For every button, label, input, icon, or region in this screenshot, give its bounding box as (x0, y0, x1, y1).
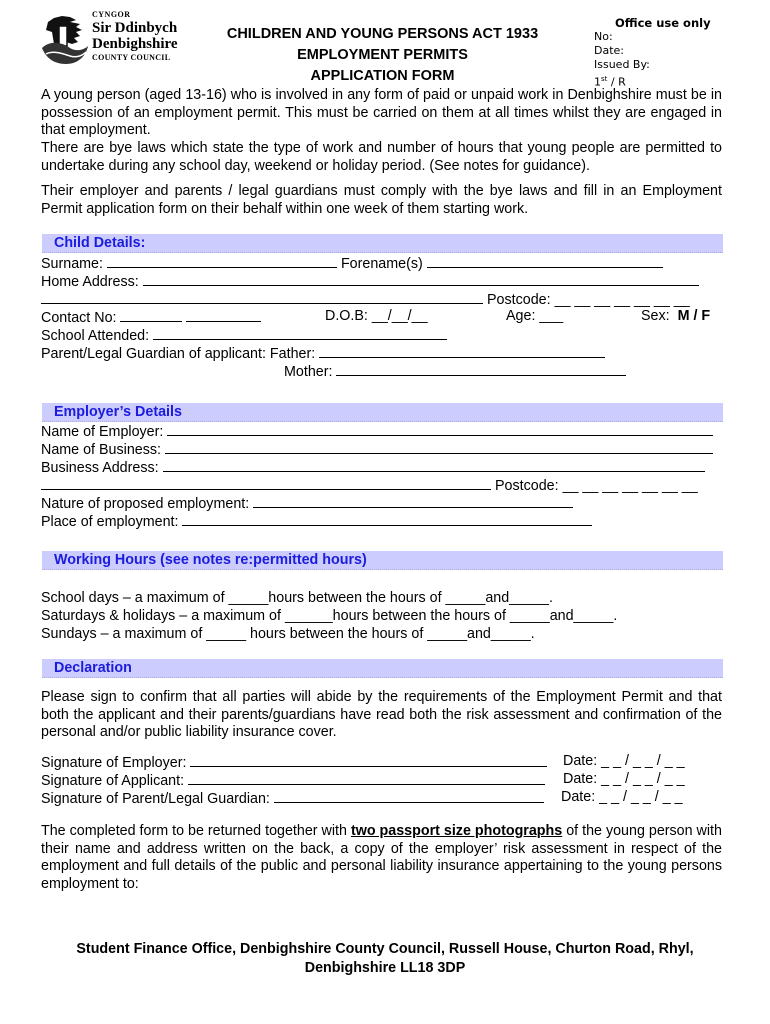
age-label: Age: (506, 308, 536, 324)
signature-row-guardian: Signature of Parent/Legal Guardian: Date: _ _ / _ _ / _ _ (41, 789, 683, 807)
school-days-end-field[interactable]: _____ (509, 590, 549, 606)
employer-name-field[interactable] (167, 421, 713, 436)
intro-paragraph-2: There are bye laws which state the type of work and number of hours that young people are permitted to undertake during any school day, weekend or holiday period. (See notes for guidance). (41, 140, 722, 174)
contact-row (41, 307, 731, 327)
return-address-line-1: Student Finance Office, Denbighshire County Council, Russell House, Churton Road, Rhyl, (76, 941, 694, 957)
employer-signature-field[interactable] (190, 752, 547, 767)
school-days-start-field[interactable]: _____ (445, 590, 486, 606)
school-field[interactable] (153, 325, 447, 340)
home-address-row (41, 271, 699, 291)
title-line-1: CHILDREN AND YOUNG PERSONS ACT 1933 (226, 26, 539, 42)
logo-text-council: COUNTY COUNCIL (92, 53, 171, 62)
business-address-field[interactable] (163, 457, 705, 472)
child-postcode-field[interactable]: __ __ __ __ __ __ __ (554, 292, 690, 308)
sundays-end-field[interactable]: _____ (490, 626, 531, 642)
business-postcode-field[interactable]: __ __ __ __ __ __ __ (562, 478, 698, 494)
home-address-label: Home Address: (41, 274, 139, 290)
logo-text-cyngor: CYNGOR (92, 10, 131, 19)
employer-name-row (41, 421, 713, 441)
hours-row-sundays: Sundays – a maximum of _____ hours between the hours of _____and_____. (41, 626, 535, 642)
home-address-postcode-row (41, 289, 690, 309)
passport-photos-emphasis: two passport size photographs (350, 823, 563, 839)
place-field[interactable] (182, 511, 592, 526)
sex-label: Sex: (641, 308, 670, 324)
business-name-row (41, 439, 713, 459)
home-address-line-2-field[interactable] (41, 289, 483, 304)
nature-field[interactable] (253, 493, 573, 508)
home-address-field[interactable] (143, 271, 699, 286)
office-use-heading: Office use only (615, 16, 711, 30)
sex-group (641, 307, 710, 325)
hours-row-saturdays: Saturdays & holidays – a maximum of ______hours between the hours of _____and_____. (41, 608, 618, 624)
place-label: Place of employment: (41, 514, 179, 530)
age-group (506, 307, 563, 325)
guardian-signature-date-field[interactable]: _ _ / _ _ / _ _ (599, 789, 683, 805)
employer-signature-date-field[interactable]: _ _ / _ _ / _ _ (601, 753, 685, 769)
form-title (200, 24, 565, 87)
business-postcode-row (41, 475, 698, 495)
contact-no-label: Contact No: (41, 310, 117, 326)
title-line-3: APPLICATION FORM (310, 68, 455, 84)
surname-field[interactable] (107, 253, 337, 268)
office-issued-by-label: Issued By: (594, 58, 650, 71)
father-field[interactable] (319, 343, 605, 358)
business-name-label: Name of Business: (41, 442, 161, 458)
return-address-line-2: Denbighshire LL18 3DP (304, 960, 466, 976)
office-use-box (594, 16, 711, 90)
place-row (41, 511, 592, 531)
section-header-employer-details: Employer’s Details (42, 403, 723, 422)
forename-label: Forename(s) (340, 256, 423, 272)
dob-label: D.O.B: (325, 308, 368, 324)
intro-paragraph-1: A young person (aged 13-16) who is involved in any form of paid or unpaid work in Denbighshire must be in possession of an employment permit. This must be carried on them at all times whilst they are engaged in that employment. (41, 87, 722, 139)
surname-row (41, 253, 663, 273)
contact-no-field-2[interactable] (186, 307, 261, 322)
sundays-start-field[interactable]: _____ (427, 626, 468, 642)
child-postcode-label: Postcode: (486, 292, 551, 308)
nature-row (41, 493, 573, 513)
saturdays-max-hours-field[interactable]: ______ (284, 608, 333, 624)
signature-row-applicant: Signature of Applicant: Date: _ _ / _ _ / _ _ (41, 771, 685, 789)
forename-field[interactable] (427, 253, 663, 268)
office-date-label: Date: (594, 44, 624, 57)
school-row (41, 325, 447, 345)
saturdays-end-field[interactable]: _____ (573, 608, 614, 624)
sex-options[interactable]: M / F (677, 308, 711, 324)
logo-text-english: Denbighshire (92, 36, 178, 52)
dob-group (325, 307, 428, 325)
office-first-reminder-label: 1st / R (594, 75, 626, 89)
father-row (41, 343, 605, 363)
section-header-working-hours: Working Hours (see notes re:permitted hours) (42, 551, 723, 570)
title-line-2: EMPLOYMENT PERMITS (297, 47, 468, 63)
business-address-row (41, 457, 705, 477)
return-instructions: The completed form to be returned together with two passport size photographs of the young person with their name and address written on the back, a copy of the employer’ risk assessment in respect of the employment and full details of the public and personal liability insurance appertaining to the young persons employment to: (41, 823, 722, 892)
contact-no-field-1[interactable] (120, 307, 182, 322)
school-days-max-hours-field[interactable]: _____ (228, 590, 269, 606)
signature-row-employer: Signature of Employer: Date: _ _ / _ _ / _ _ (41, 753, 685, 771)
section-header-child-details: Child Details: (42, 234, 723, 253)
business-address-label: Business Address: (41, 460, 159, 476)
section-header-declaration: Declaration (42, 659, 723, 678)
return-address (60, 940, 710, 978)
business-address-line-2-field[interactable] (41, 475, 491, 490)
father-label: Father: (269, 346, 316, 362)
castle-dragon-logo-icon (40, 14, 90, 66)
hours-row-school-days: School days – a maximum of _____hours between the hours of _____and_____. (41, 590, 553, 606)
council-logo (40, 8, 190, 68)
applicant-signature-field[interactable] (188, 770, 545, 785)
sundays-max-hours-field[interactable]: _____ (206, 626, 247, 642)
logo-text-welsh: Sir Ddinbych (92, 20, 178, 36)
business-name-field[interactable] (165, 439, 713, 454)
guardian-signature-field[interactable] (274, 788, 544, 803)
business-postcode-label: Postcode: (494, 478, 559, 494)
surname-label: Surname: (41, 256, 103, 272)
saturdays-start-field[interactable]: _____ (509, 608, 550, 624)
intro-paragraph-3: Their employer and parents / legal guardians must comply with the bye laws and fill in an Employment Permit application form on their behalf within one week of them starting work. (41, 183, 722, 217)
applicant-signature-date-field[interactable]: _ _ / _ _ / _ _ (601, 771, 685, 787)
guardian-label: Parent/Legal Guardian of applicant: (41, 346, 266, 362)
declaration-text: Please sign to confirm that all parties will abide by the requirements of the Employment Permit and that both the applicant and their parents/guardians have read both the risk assessment and confirmation of the personal and/or public liability insurance cover. (41, 689, 722, 741)
mother-label: Mother: (284, 364, 333, 380)
mother-field[interactable] (336, 361, 626, 376)
nature-label: Nature of proposed employment: (41, 496, 250, 512)
office-no-label: No: (594, 30, 613, 43)
employer-name-label: Name of Employer: (41, 424, 164, 440)
age-field[interactable]: ___ (539, 308, 564, 324)
dob-field[interactable]: __/__/__ (371, 308, 428, 324)
mother-row (284, 361, 626, 381)
school-label: School Attended: (41, 328, 150, 344)
